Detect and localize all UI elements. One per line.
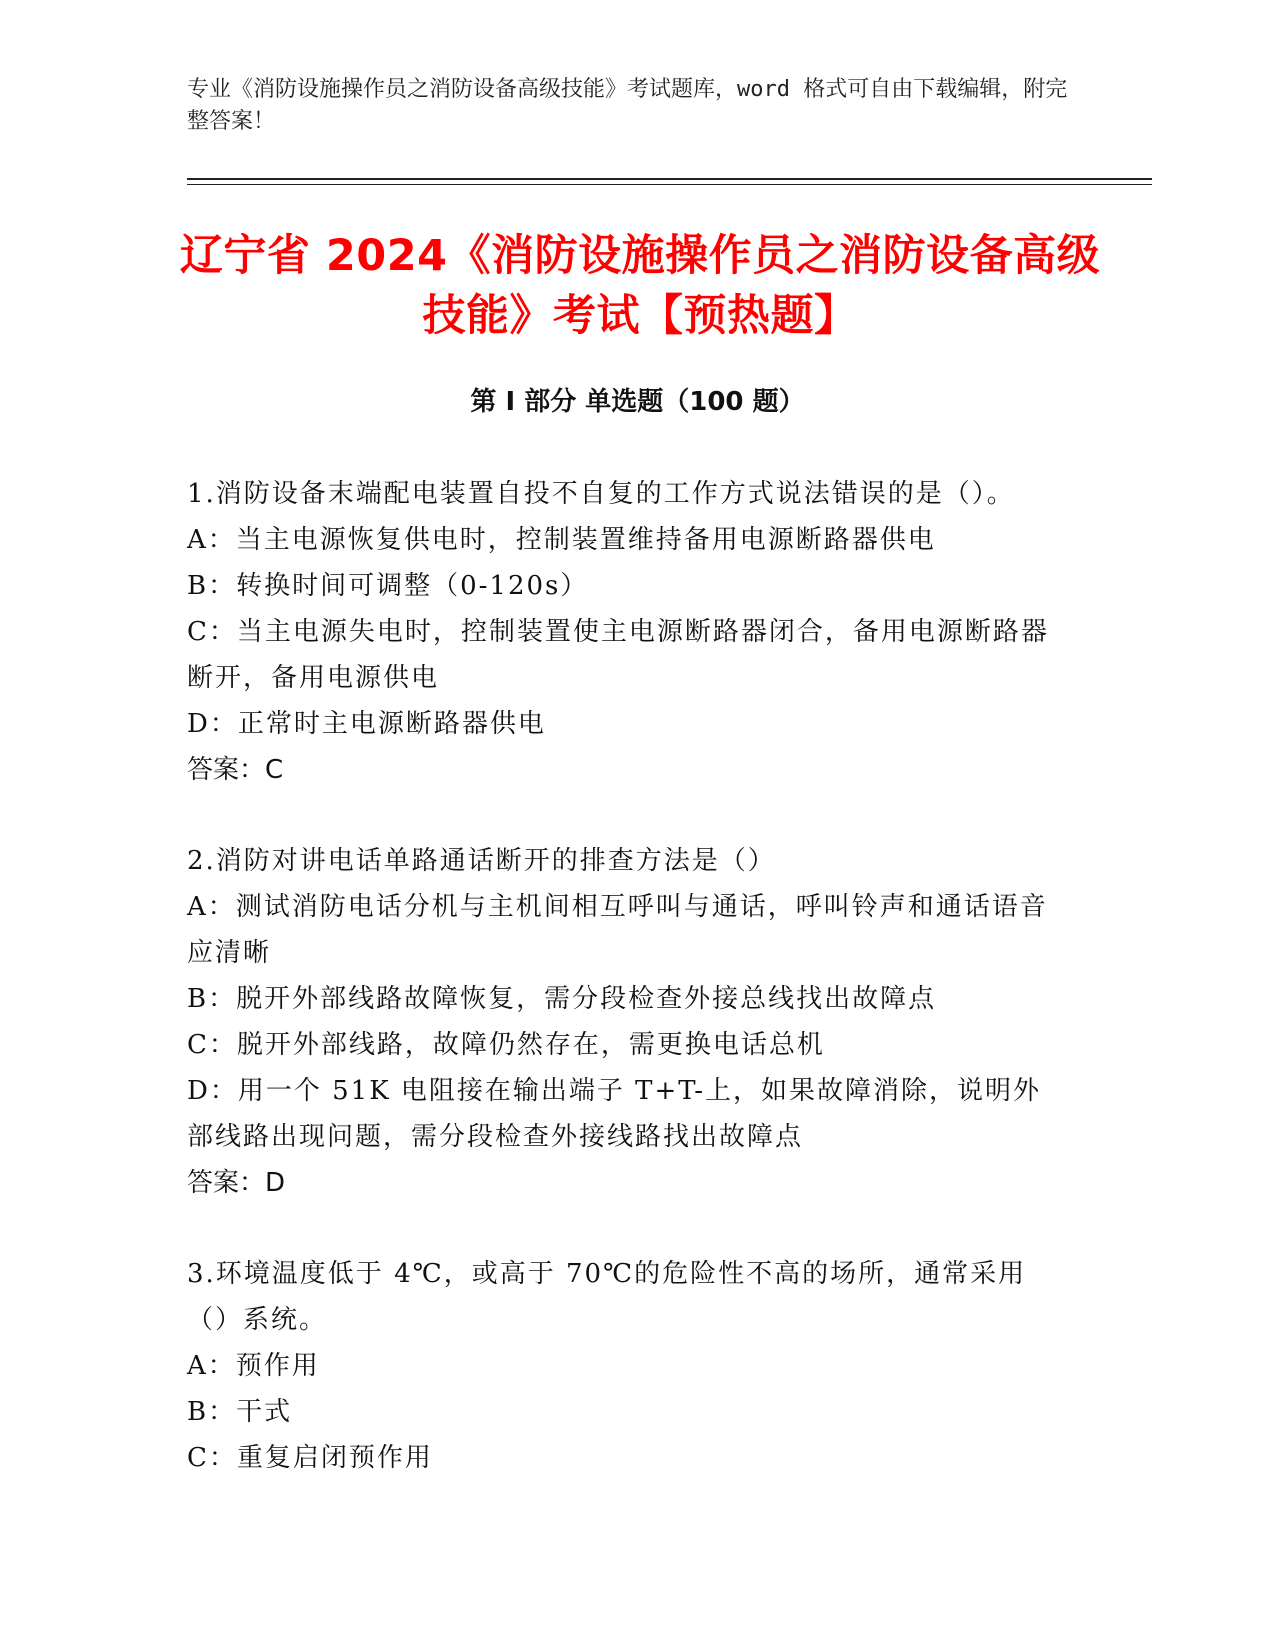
header-divider-thick (187, 178, 1152, 180)
question-1 (187, 471, 1067, 793)
question-list (187, 471, 1067, 1526)
answer: 答案：D (187, 1168, 286, 1198)
question-3 (187, 1251, 1067, 1481)
option-a: A：预作用 (187, 1351, 320, 1381)
question-stem: 3.环境温度低于 4℃，或高于 70℃的危险性不高的场所，通常采用（）系统。 (187, 1259, 1027, 1335)
option-a: A：测试消防电话分机与主机间相互呼叫与通话，呼叫铃声和通话语音应清晰 (187, 892, 1048, 968)
document-title: 辽宁省 2024《消防设施操作员之消防设备高级技能》考试【预热题】 (179, 231, 1101, 341)
option-d: D：用一个 51K 电阻接在输出端子 T+T-上，如果故障消除，说明外部线路出现问题，需分段检查外接线路找出故障点 (187, 1076, 1042, 1152)
option-c: C：脱开外部线路，故障仍然存在，需更换电话总机 (187, 1030, 825, 1060)
option-d: D：正常时主电源断路器供电 (187, 709, 546, 739)
option-a: A：当主电源恢复供电时，控制装置维持备用电源断路器供电 (187, 525, 936, 555)
section-heading: 第 I 部分 单选题（100 题） (470, 387, 805, 417)
option-c: C：重复启闭预作用 (187, 1443, 433, 1473)
option-c: C：当主电源失电时，控制装置使主电源断路器闭合，备用电源断路器断开，备用电源供电 (187, 617, 1049, 693)
option-b: B：干式 (187, 1397, 293, 1427)
option-b: B：转换时间可调整（0-120s） (187, 571, 589, 601)
question-stem: 1.消防设备末端配电装置自投不自复的工作方式说法错误的是（）。 (187, 479, 1015, 509)
question-2 (187, 838, 1067, 1206)
option-b: B：脱开外部线路故障恢复，需分段检查外接总线找出故障点 (187, 984, 937, 1014)
header-note: 专业《消防设施操作员之消防设备高级技能》考试题库，word 格式可自由下载编辑，附完整答案！ (187, 77, 1068, 134)
question-stem: 2.消防对讲电话单路通话断开的排查方法是（） (187, 846, 776, 876)
header-divider-thin (187, 184, 1152, 185)
answer: 答案：C (187, 755, 284, 785)
